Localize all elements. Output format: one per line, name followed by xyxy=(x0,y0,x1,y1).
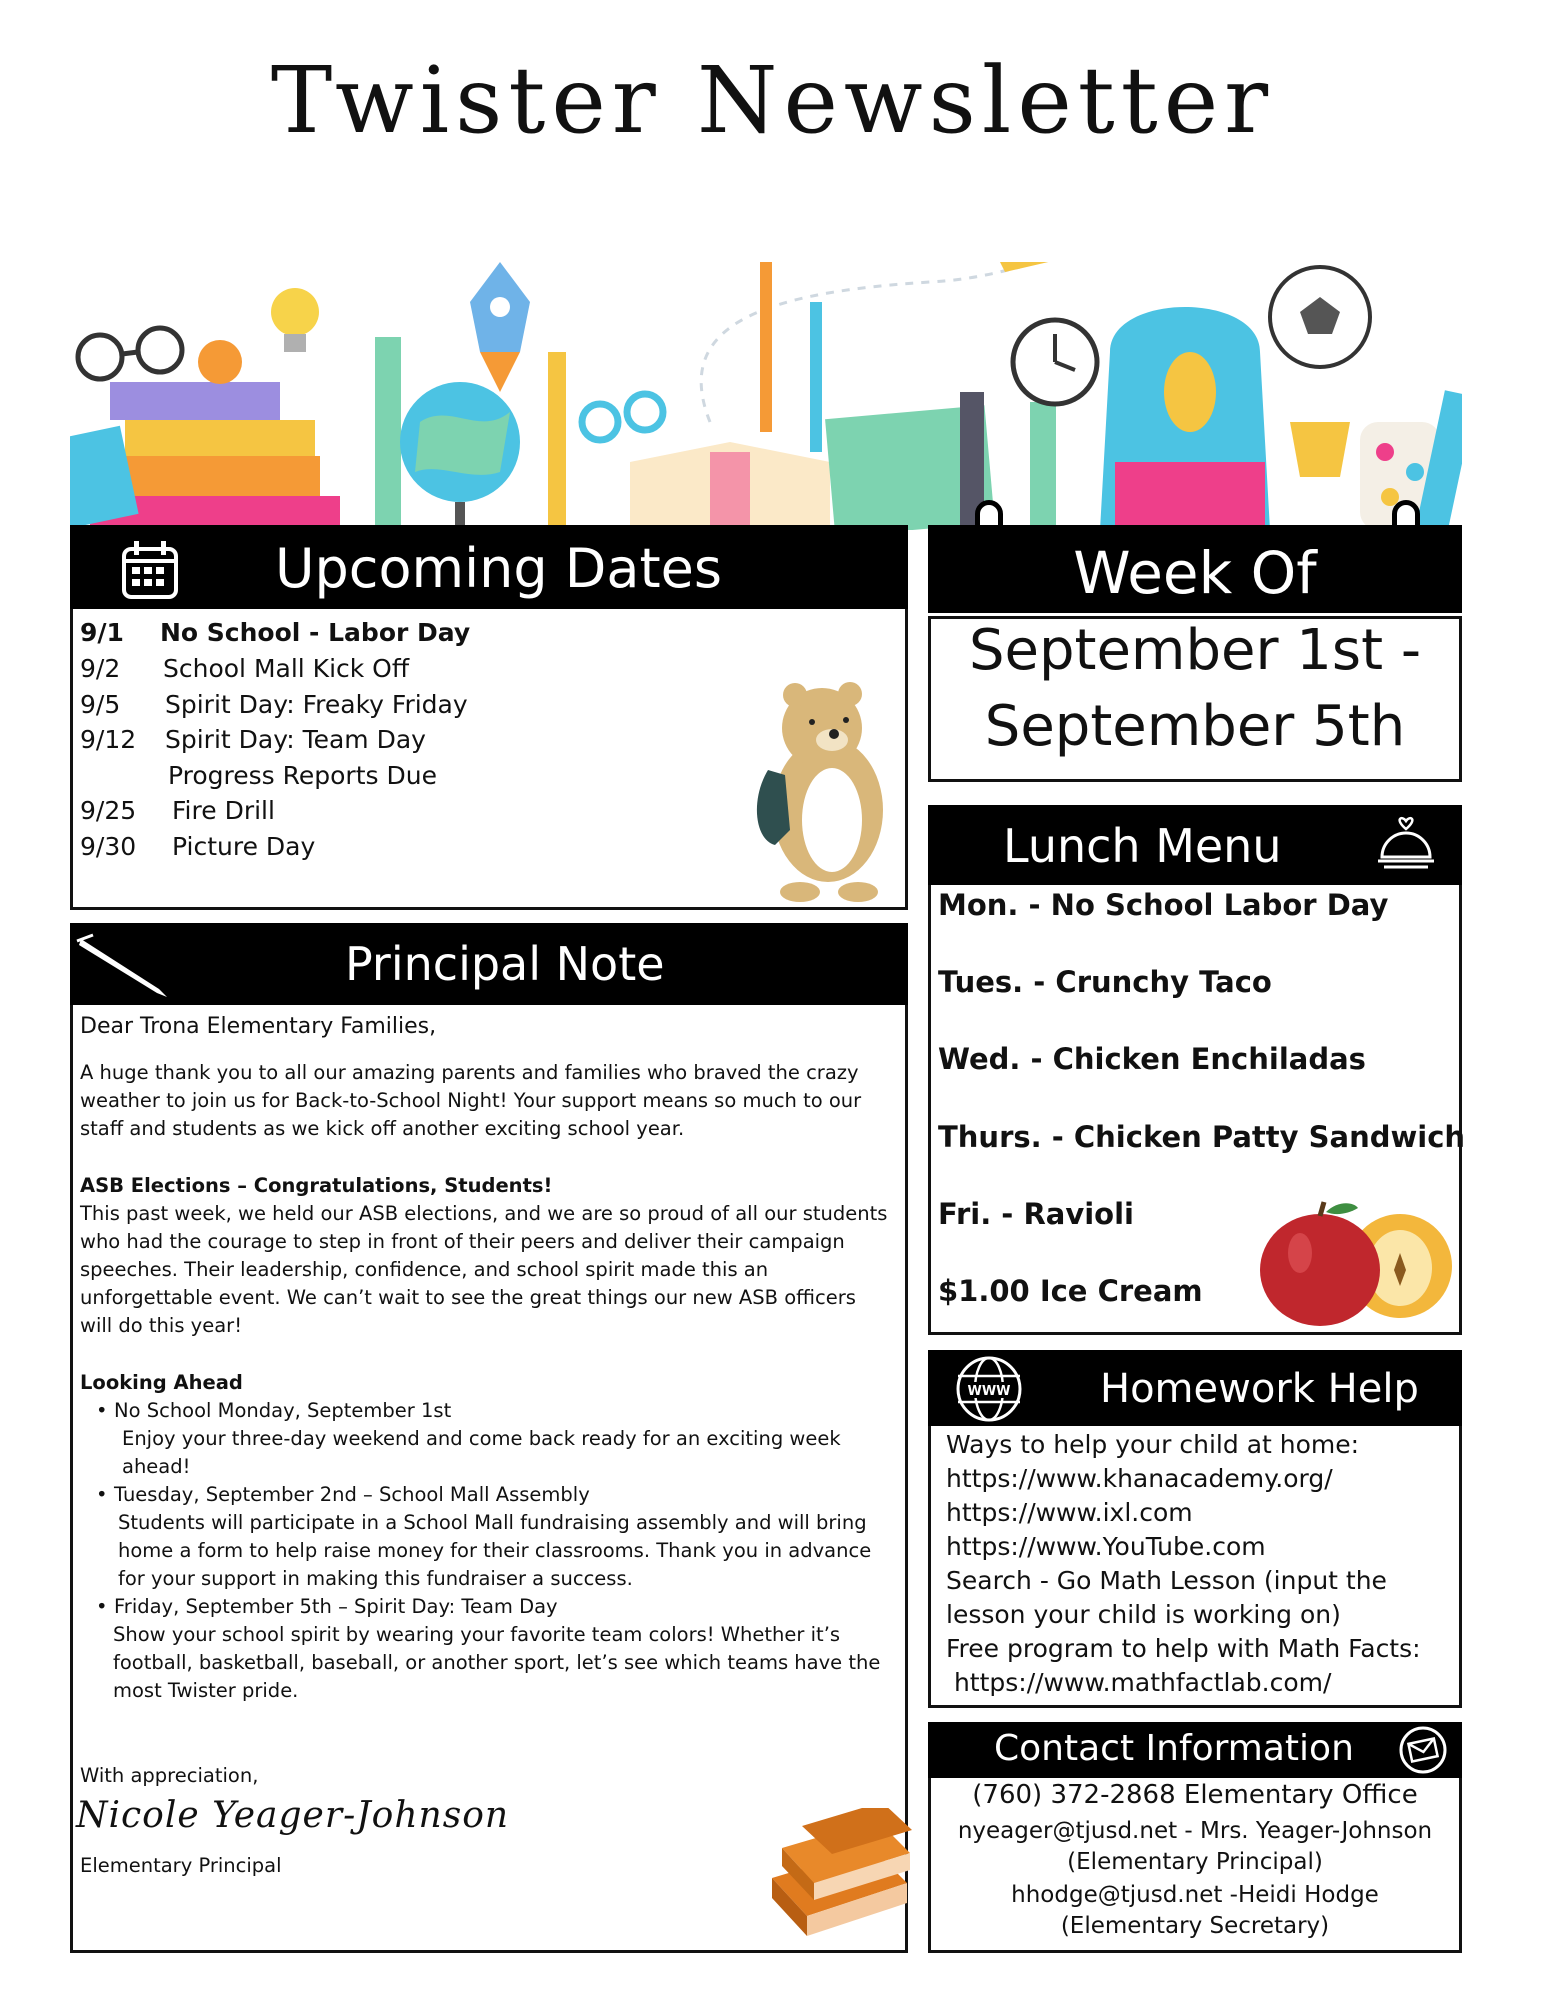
globe-icon xyxy=(954,1354,1024,1424)
pencil-icon xyxy=(548,352,566,530)
bullet-dot: • xyxy=(96,1399,108,1422)
homework-link[interactable]: https://www.ixl.com xyxy=(946,1498,1193,1527)
contact-secretary-role: (Elementary Secretary) xyxy=(1060,1913,1330,1939)
light-bulb-icon xyxy=(271,288,319,352)
lunch-item: Wed. - Chicken Enchiladas xyxy=(938,1042,1366,1076)
homework-link[interactable]: https://www.YouTube.com xyxy=(946,1532,1266,1561)
date-item-event: School Mall Kick Off xyxy=(163,654,410,683)
contact-info-header xyxy=(928,1722,1462,1778)
asb-line: who had the courage to step in front of their peers and deliver their campaign xyxy=(80,1230,845,1253)
serving-tray-icon xyxy=(1374,815,1438,875)
principal-note-header xyxy=(70,923,908,1005)
lunch-item: Mon. - No School Labor Day xyxy=(938,888,1389,922)
homework-help-header xyxy=(928,1350,1462,1426)
paint-brush-icon xyxy=(760,262,772,432)
week-of-start: September 1st - xyxy=(968,618,1422,683)
pen-icon xyxy=(75,931,175,1001)
asb-line: This past week, we held our ASB elections, and we are so proud of all our students xyxy=(80,1202,888,1225)
date-item-date: 9/12 xyxy=(80,725,137,754)
bear-illustration xyxy=(750,680,900,905)
scissors-icon xyxy=(582,394,663,440)
lunch-menu-title: Lunch Menu xyxy=(1003,819,1282,873)
bullet-dot: • xyxy=(96,1595,108,1618)
lunch-item: $1.00 Ice Cream xyxy=(938,1274,1203,1308)
glasses-icon xyxy=(78,328,182,379)
calendar-icon xyxy=(120,539,180,601)
intro-line: staff and students as we kick off another exciting school year. xyxy=(80,1117,685,1140)
date-item-event: Fire Drill xyxy=(172,796,275,825)
bullet-line: for your support in making this fundraiser a success. xyxy=(118,1567,633,1590)
school-supplies-banner xyxy=(70,262,1462,530)
globe-www-label: WWW xyxy=(967,1384,1011,1399)
date-item-date: 9/1 xyxy=(80,618,124,647)
asb-line: unforgettable event. We can’t wait to see the great things our new ASB officers xyxy=(80,1286,856,1309)
homework-line: Ways to help your child at home: xyxy=(946,1430,1360,1459)
trophy-icon xyxy=(1290,422,1350,477)
homework-line: Free program to help with Math Facts: xyxy=(946,1634,1421,1663)
lunch-item: Fri. - Ravioli xyxy=(938,1197,1134,1231)
soccer-ball-icon xyxy=(1270,267,1370,367)
looking-ahead-heading: Looking Ahead xyxy=(80,1371,243,1394)
contact-secretary-email[interactable]: hhodge@tjusd.net -Heidi Hodge xyxy=(1011,1882,1379,1908)
intro-line: weather to join us for Back-to-School Night! Your support means so much to our xyxy=(80,1089,862,1112)
upcoming-dates-header xyxy=(70,525,908,609)
contact-principal-role: (Elementary Principal) xyxy=(1067,1849,1323,1875)
homework-help-title: Homework Help xyxy=(1100,1366,1419,1412)
week-of-end: September 5th xyxy=(984,694,1406,759)
principal-note-title: Principal Note xyxy=(345,937,665,991)
homework-link[interactable]: https://www.mathfactlab.com/ xyxy=(946,1668,1332,1697)
contact-phone: (760) 372-2868 Elementary Office xyxy=(972,1780,1418,1810)
date-item-event: Spirit Day: Freaky Friday xyxy=(165,690,468,719)
principal-role: Elementary Principal xyxy=(80,1854,282,1877)
envelope-icon xyxy=(1398,1725,1448,1775)
greeting: Dear Trona Elementary Families, xyxy=(80,1014,437,1039)
bullet-line: home a form to help raise money for their classrooms. Thank you in advance xyxy=(118,1539,872,1562)
contact-info-title: Contact Information xyxy=(994,1728,1354,1769)
bullet-line: ahead! xyxy=(122,1455,191,1478)
book-stack-icon xyxy=(70,340,340,530)
bullet-title: No School Monday, September 1st xyxy=(114,1399,452,1422)
paint-brush-icon xyxy=(810,302,822,452)
date-item-date: 9/30 xyxy=(80,832,137,861)
open-book-icon xyxy=(630,442,830,530)
alarm-clock-icon xyxy=(1013,320,1097,404)
date-item-date: 9/5 xyxy=(80,690,121,719)
bullet-line: most Twister pride. xyxy=(113,1679,299,1702)
date-item-date: 9/25 xyxy=(80,796,137,825)
backpack-icon xyxy=(1100,307,1270,530)
week-of-header xyxy=(928,525,1462,613)
date-item-date: 9/2 xyxy=(80,654,121,683)
date-item-event: Spirit Day: Team Day xyxy=(165,725,426,754)
lunch-item: Tues. - Crunchy Taco xyxy=(938,965,1272,999)
week-of-title: Week Of xyxy=(1073,539,1317,607)
bullet-dot: • xyxy=(96,1483,108,1506)
asb-line: will do this year! xyxy=(80,1314,243,1337)
globe-decoration-icon xyxy=(400,382,520,530)
books-illustration xyxy=(762,1808,912,1948)
bullet-title: Friday, September 5th – Spirit Day: Team Day xyxy=(114,1595,558,1618)
bullet-line: Students will participate in a School Mall fundraising assembly and will bring xyxy=(118,1511,867,1534)
closing: With appreciation, xyxy=(80,1764,259,1787)
date-item-event: Progress Reports Due xyxy=(168,761,437,790)
date-item-event: Picture Day xyxy=(172,832,316,861)
rocket-icon xyxy=(470,262,530,392)
lunch-item: Thurs. - Chicken Patty Sandwich xyxy=(938,1120,1466,1154)
homework-line: Search - Go Math Lesson (input the xyxy=(946,1566,1387,1595)
bullet-title: Tuesday, September 2nd – School Mall Assembly xyxy=(114,1483,590,1506)
homework-link[interactable]: https://www.khanacademy.org/ xyxy=(946,1464,1333,1493)
newsletter-title: Twister Newsletter xyxy=(270,47,1275,154)
apples-illustration xyxy=(1258,1198,1458,1328)
ruler-icon xyxy=(375,337,401,530)
marker-icon xyxy=(1030,402,1056,530)
homework-line: lesson your child is working on) xyxy=(946,1600,1341,1629)
signature: Nicole Yeager-Johnson xyxy=(76,1795,510,1836)
lunch-menu-header xyxy=(928,805,1462,885)
intro-line: A huge thank you to all our amazing parents and families who braved the crazy xyxy=(80,1061,859,1084)
asb-line: speeches. Their leadership, confidence, and school spirit made this an xyxy=(80,1258,769,1281)
asb-heading: ASB Elections – Congratulations, Students! xyxy=(80,1174,553,1197)
bullet-line: Show your school spirit by wearing your favorite team colors! Whether it’s xyxy=(113,1623,841,1646)
bullet-line: football, basketball, baseball, or another sport, let’s see which teams have the xyxy=(113,1651,881,1674)
date-item-event: No School - Labor Day xyxy=(160,618,471,647)
contact-principal-email[interactable]: nyeager@tjusd.net - Mrs. Yeager-Johnson xyxy=(957,1818,1433,1844)
upcoming-dates-title: Upcoming Dates xyxy=(275,537,723,600)
bullet-line: Enjoy your three-day weekend and come back ready for an exciting week xyxy=(122,1427,841,1450)
